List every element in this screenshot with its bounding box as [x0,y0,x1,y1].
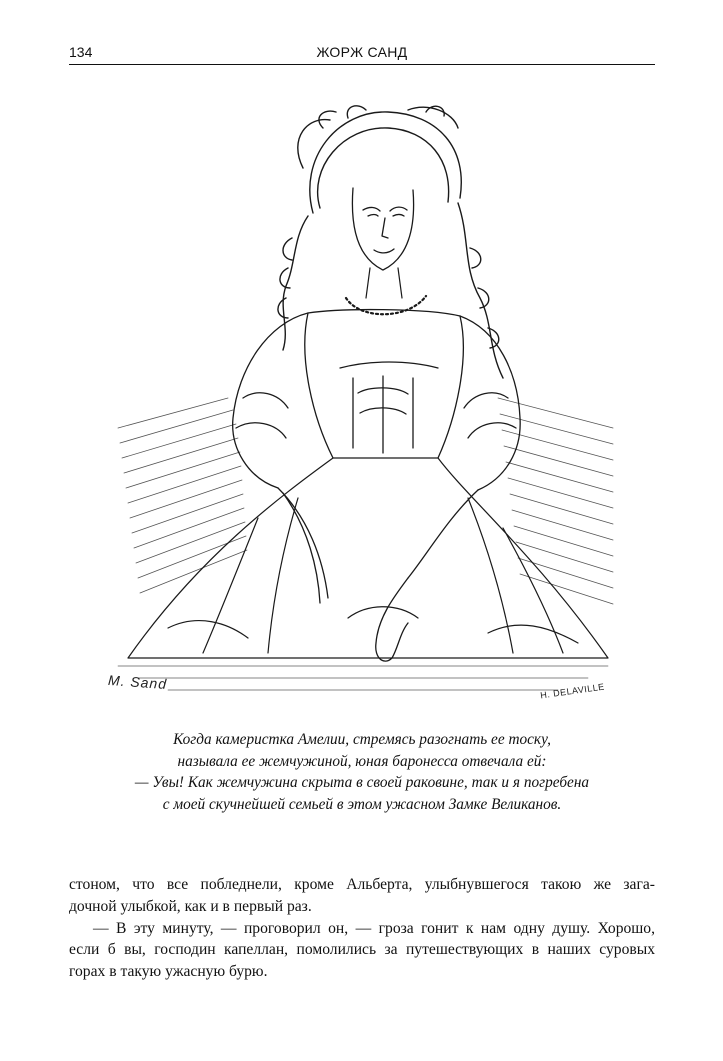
body-line: — В эту минуту, — проговорил он, — гроза гонит к нам одну душу. Хорошо, [93,919,655,937]
caption-line: — Увы! Как жемчужина скрыта в своей раковине, так и я погребена [134,774,590,791]
running-head-author: ЖОРЖ САНД [316,44,408,60]
body-text [69,874,655,983]
engraver-signature-right: H. DELAVILLE [539,681,606,701]
caption-line: называла ее жемчужиной, юная баронесса отвечала ей: [177,752,547,770]
body-line: горах в такую ужасную бурю. [69,963,268,981]
artist-signature-left: M. Sand [107,671,168,693]
caption-line: Когда камеристка Амелии, стремясь разогнать ее тоску, [173,731,551,748]
body-line: дочной улыбкой, как и в первый раз. [69,897,312,915]
body-line: стоном, что все побледнели, кроме Альберта, улыбнувшегося такою же зага- [69,876,655,893]
page-number: 134 [69,44,93,60]
engraving-illustration [108,98,620,710]
running-head [69,44,655,65]
caption-line: с моей скучнейшей семьей в этом ужасном Замке Великанов. [162,795,562,813]
illustration-caption [69,729,655,815]
body-line: если б вы, господин капеллан, помолились за путешествующих в наших суровых [69,941,655,959]
portrait-engraving [108,98,620,710]
